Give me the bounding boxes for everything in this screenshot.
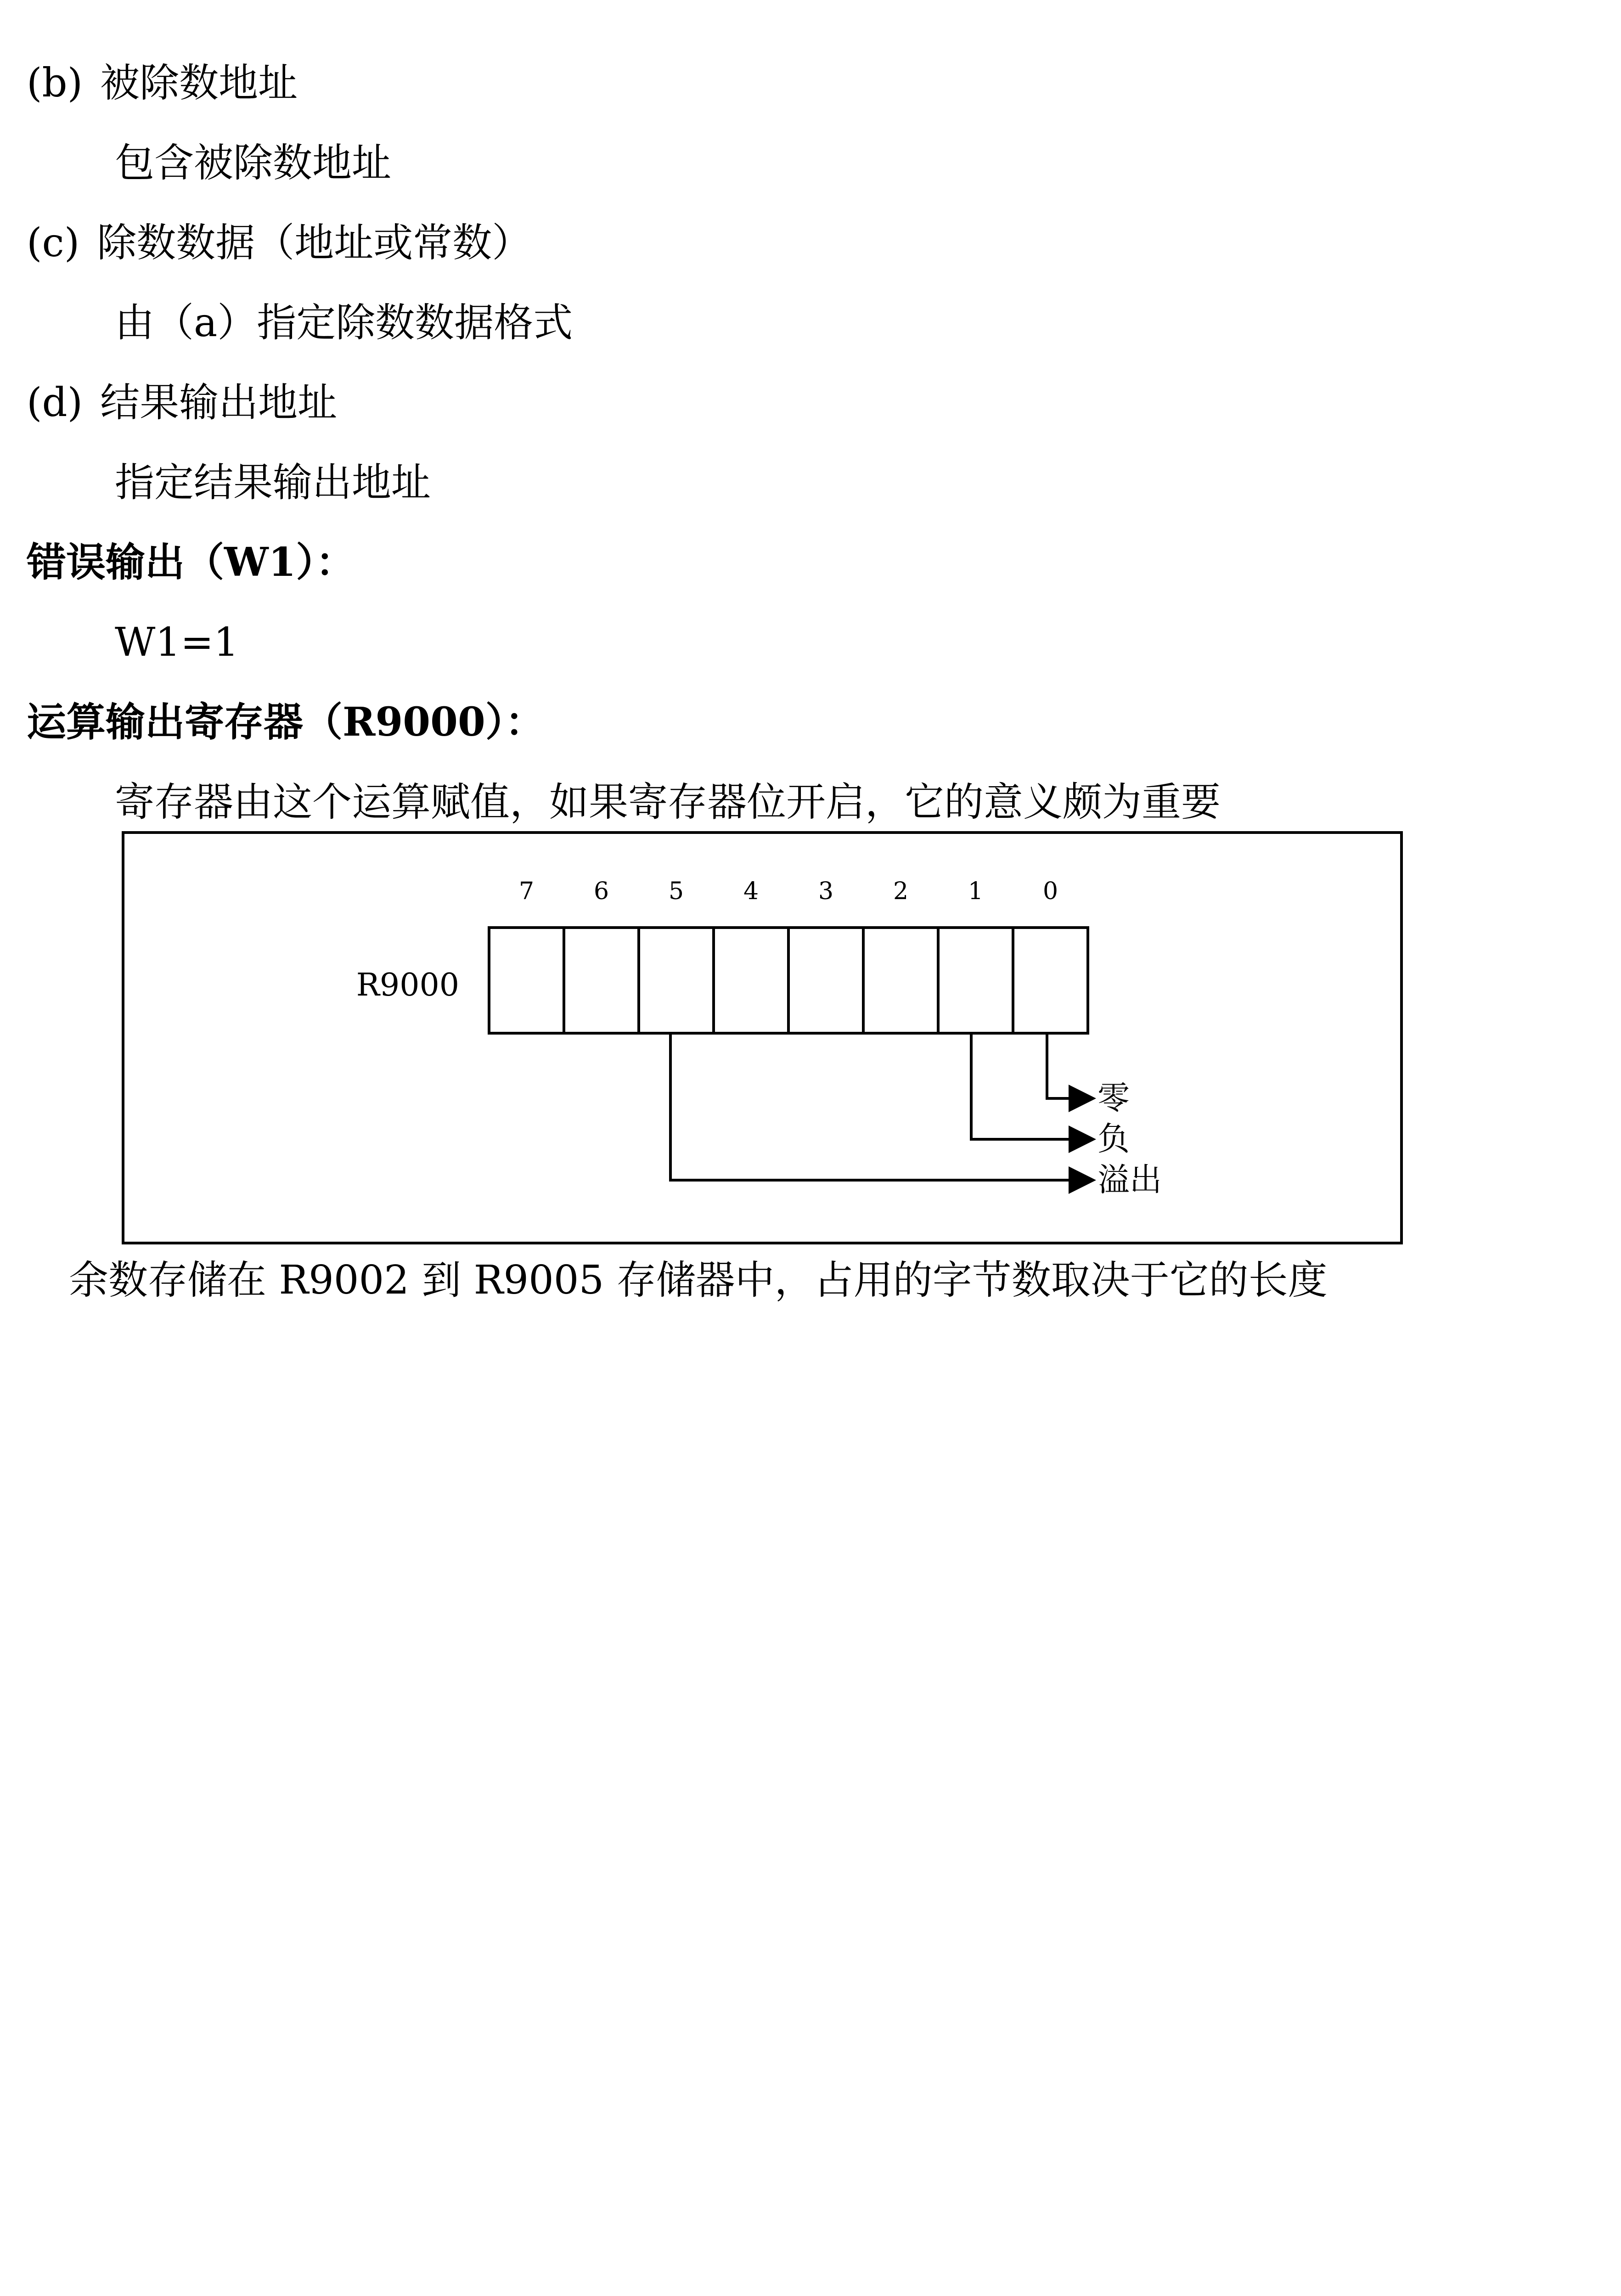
bit-label-2: 2 — [893, 878, 909, 905]
bit-cell-5 — [639, 928, 714, 1033]
negative-flag-arrow — [971, 1033, 1091, 1139]
error-output-title: 错误输出（W1）： — [27, 539, 355, 585]
bit-cell-0 — [1013, 928, 1088, 1033]
error-output-body: W1=1 — [115, 619, 239, 665]
r9000-register-diagram — [122, 831, 1403, 1244]
bit-label-6: 6 — [593, 878, 609, 905]
overflow-flag-arrow — [670, 1033, 1091, 1180]
register-label: R9000 — [356, 967, 459, 1003]
section-c-heading — [27, 220, 532, 266]
bit-cell-6 — [564, 928, 639, 1033]
bit-label-3: 3 — [818, 878, 834, 905]
bit-label-5: 5 — [668, 878, 684, 905]
overflow-flag-label: 溢出 — [1098, 1161, 1162, 1199]
section-b-body: 包含被除数地址 — [115, 140, 391, 186]
bit-cell-3 — [788, 928, 863, 1033]
bit-cell-7 — [489, 928, 564, 1033]
bit-label-0: 0 — [1042, 878, 1058, 905]
section-c-title: 除数数据（地址或常数） — [97, 220, 532, 266]
bit-label-7: 7 — [518, 878, 535, 905]
bit-label-4: 4 — [743, 878, 759, 905]
section-b-label: (b) — [27, 60, 83, 106]
section-c-label: (c) — [27, 220, 80, 266]
register-section-body: 寄存器由这个运算赋值，如果寄存器位开启，它的意义颇为重要 — [115, 779, 1221, 825]
bit-cell-2 — [863, 928, 938, 1033]
zero-flag-label: 零 — [1098, 1079, 1130, 1117]
bit-cell-1 — [938, 928, 1013, 1033]
section-b-title: 被除数地址 — [100, 60, 298, 106]
section-d-heading — [27, 380, 338, 426]
bit-label-1: 1 — [968, 878, 984, 905]
register-section-title: 运算输出寄存器（R9000）： — [27, 699, 545, 745]
negative-flag-label: 负 — [1098, 1120, 1130, 1158]
section-d-label: (d) — [27, 380, 83, 426]
footer-text: 余数存储在 R9002 到 R9005 存储器中，占用的字节数取决于它的长度 — [69, 1257, 1328, 1303]
zero-flag-arrow — [1047, 1033, 1091, 1098]
section-d-body: 指定结果输出地址 — [115, 460, 431, 506]
section-b-heading — [27, 60, 298, 106]
section-d-title: 结果输出地址 — [100, 380, 338, 426]
section-c-body: 由（a）指定除数数据格式 — [115, 300, 573, 346]
bit-cell-4 — [714, 928, 788, 1033]
